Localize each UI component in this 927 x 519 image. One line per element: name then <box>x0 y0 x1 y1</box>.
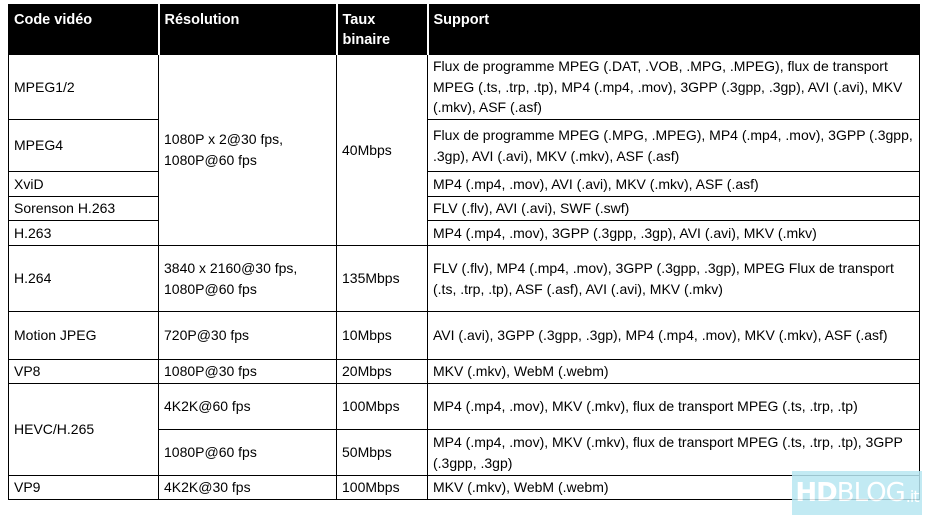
table-row <box>9 221 920 246</box>
bitrate-cell: 50Mbps <box>337 430 428 476</box>
table-row <box>9 476 920 500</box>
resolution-cell: 4K2K@30 fps <box>159 476 337 500</box>
support-cell: MKV (.mkv), WebM (.webm) <box>428 360 920 384</box>
table-row <box>9 384 920 430</box>
support-cell: FLV (.flv), AVI (.avi), SWF (.swf) <box>428 197 920 221</box>
resolution-line: 3840 x 2160@30 fps, <box>164 259 298 276</box>
codec-cell: Sorenson H.263 <box>9 197 159 221</box>
resolution-cell: 1080P@30 fps <box>159 360 337 384</box>
support-cell: AVI (.avi), 3GPP (.3gpp, .3gp), MP4 (.mp4, .mov), MKV (.mkv), ASF (.asf) <box>428 312 920 360</box>
resolution-cell <box>159 246 337 312</box>
bitrate-cell: 135Mbps <box>337 246 428 312</box>
support-cell: MP4 (.mp4, .mov), MKV (.mkv), flux de transport MPEG (.ts, .trp, .tp), 3GPP (.3gpp, .3gp) <box>428 430 920 476</box>
table-row <box>9 246 920 312</box>
watermark-tld: .it <box>905 486 919 506</box>
resolution-cell <box>159 55 337 246</box>
table-row <box>9 55 920 120</box>
bitrate-cell: 40Mbps <box>337 55 428 246</box>
watermark-blog: BLOG <box>836 478 905 508</box>
support-cell: MP4 (.mp4, .mov), AVI (.avi), MKV (.mkv), ASF (.asf) <box>428 172 920 197</box>
codec-cell: H.263 <box>9 221 159 246</box>
support-cell: Flux de programme MPEG (.MPG, .MPEG), MP4 (.mp4, .mov), 3GPP (.3gpp, .3gp), AVI (.avi), MKV (.mkv), ASF (.asf) <box>428 120 920 172</box>
codec-cell: VP9 <box>9 476 159 500</box>
header-support: Support <box>428 5 920 55</box>
support-cell: Flux de programme MPEG (.DAT, .VOB, .MPG, .MPEG), flux de transport MPEG (.ts, .trp, .tp), MP4 (.mp4, .mov), 3GPP (.3gpp, .3gp), AVI (.avi), MKV (.mkv), ASF (.asf) <box>428 55 920 120</box>
resolution-cell: 4K2K@60 fps <box>159 384 337 430</box>
codec-cell: VP8 <box>9 360 159 384</box>
codec-cell: Motion JPEG <box>9 312 159 360</box>
header-codec: Code vidéo <box>9 5 159 55</box>
table-row <box>9 120 920 172</box>
codec-cell: MPEG1/2 <box>9 55 159 120</box>
header-resolution: Résolution <box>159 5 337 55</box>
codec-cell: XviD <box>9 172 159 197</box>
header-bitrate <box>337 5 428 55</box>
resolution-line: 1080P@60 fps <box>164 152 257 168</box>
bitrate-cell: 20Mbps <box>337 360 428 384</box>
bitrate-cell: 100Mbps <box>337 384 428 430</box>
video-codec-table <box>8 4 920 500</box>
resolution-line: 1080P x 2@30 fps, <box>164 131 284 147</box>
resolution-cell: 720P@30 fps <box>159 312 337 360</box>
table-row <box>9 197 920 221</box>
codec-cell: H.264 <box>9 246 159 312</box>
bitrate-cell: 10Mbps <box>337 312 428 360</box>
codec-cell: MPEG4 <box>9 120 159 172</box>
support-cell: MP4 (.mp4, .mov), 3GPP (.3gpp, .3gp), AVI (.avi), MKV (.mkv) <box>428 221 920 246</box>
resolution-cell: 1080P@60 fps <box>159 430 337 476</box>
header-row <box>9 5 920 55</box>
bitrate-cell: 100Mbps <box>337 476 428 500</box>
codec-cell: HEVC/H.265 <box>9 384 159 476</box>
support-cell: FLV (.flv), MP4 (.mp4, .mov), 3GPP (.3gpp, .3gp), MPEG Flux de transport (.ts, .trp, .tp), ASF (.asf), AVI (.avi), MKV (.mkv) <box>428 246 920 312</box>
hdblog-watermark-logo <box>792 471 922 515</box>
watermark-hd: HD <box>795 478 837 508</box>
support-cell: MKV (.mkv), WebM (.webm) <box>428 476 920 500</box>
table-row <box>9 172 920 197</box>
resolution-line: 1080P@60 fps <box>164 280 257 297</box>
header-bitrate-line1: Taux <box>342 12 376 28</box>
support-cell: MP4 (.mp4, .mov), MKV (.mkv), flux de transport MPEG (.ts, .trp, .tp) <box>428 384 920 430</box>
table-row <box>9 312 920 360</box>
header-bitrate-line2: binaire <box>342 32 391 48</box>
table-row <box>9 360 920 384</box>
